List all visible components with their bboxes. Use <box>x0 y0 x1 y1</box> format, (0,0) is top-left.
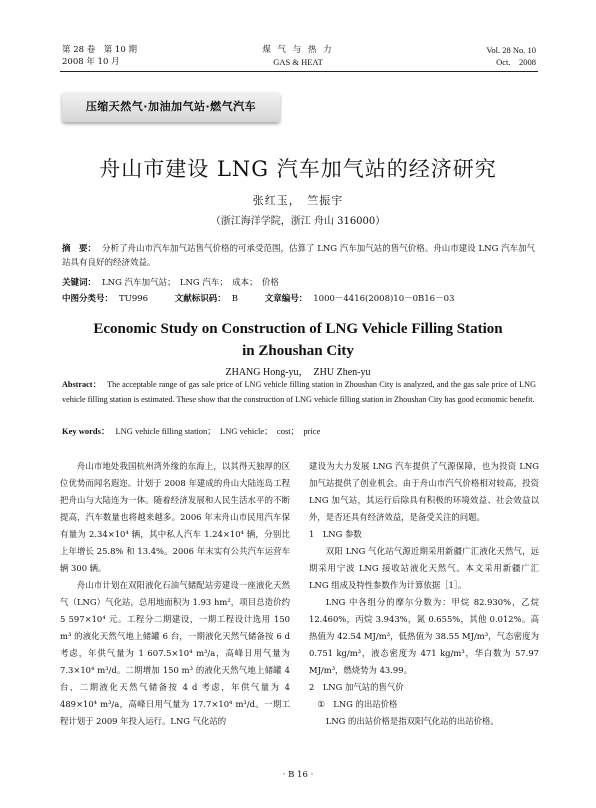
body-paragraph: 建设为大力发展 LNG 汽车提供了气源保障，也为投资 LNG 加气站提供了创业机会。由于舟山市汽气价格相对较高，投资 LNG 加气站，其运行后除具有积极的环境效益、社会效益以外，是否还具有经济效益，是备受关注的问题。 <box>309 461 539 522</box>
keywords-cn-text: LNG 汽车加气站； LNG 汽车； 成本； 价格 <box>102 278 279 288</box>
body-paragraph: 舟山市计划在双阳液化石油气储配站旁建设一座液化天然气（LNG）气化站，总用地面积为 1.93 hm²，项目总造价约 5 597×10⁴ 元。工程分二期建设，一期工程设计选用 150 m³ 的液化天然气地上储罐 6 台，一期液化天然气储备按 6 d 考虑，年供气量为 1 607.5×10⁴ m³/a，高峰日用气量为 7.3×10⁴ m³/d。二期增加 150 m³ 的液化天然气地上储罐 4 台，二期液化天然气储备按 4 d 考虑，年供气量为 4 489×10⁴ m³/a，高峰日用气量为 17.7×10⁴ m³/d。一期工程计划于 2009 年投入运行。LNG 气化站的 <box>60 580 290 726</box>
body-paragraph: 双阳 LNG 气化站气源近期采用新疆广汇液化天然气，远期采用宁波 LNG 接收站液化天然气。本文采用新疆广汇 LNG 组成及特性参数作为计算依据［1］。 <box>309 546 539 590</box>
abstract-cn-text: 分析了舟山市汽车加气站售气价格的可承受范围，估算了 LNG 汽车加气站的售气价格。舟山市建设 LNG 汽车加气站具有良好的经济效益。 <box>62 244 536 268</box>
journal-volume-info-en <box>486 44 536 68</box>
keywords-cn <box>62 276 536 290</box>
page-number: · B 16 · <box>282 770 314 780</box>
article-title-cn: 舟山市建设 LNG 汽车加气站的经济研究 <box>99 157 497 181</box>
clc-label: 中图分类号： <box>62 294 114 304</box>
volume-issue-en: Vol. 28 No. 10 <box>486 45 536 55</box>
doc-code-label: 文献标识码： <box>174 294 226 304</box>
keywords-cn-label: 关键词： <box>62 278 97 288</box>
body-paragraph: LNG 中各组分的摩尔分数为：甲烷 82.930%，乙烷 12.460%，丙烷 3.943%，氮 0.655%，其他 0.012%。高热值为 42.54 MJ/m³，低热值为 38.55 MJ/m³，气态密度为 0.751 kg/m³，液态密度为 471 kg/m³，华白数为 57.97 MJ/m³，燃烧势为 43.99。 <box>309 597 539 675</box>
issue-date-cn: 2008 年 10 月 <box>62 57 120 67</box>
classification-line <box>62 292 536 306</box>
article-title-en <box>0 318 596 362</box>
body-column-right <box>309 458 539 730</box>
body-paragraph: LNG 的出站价格是指双阳气化站的出站价格。 <box>325 716 499 726</box>
section-heading-1: 1 LNG 参数 <box>309 529 362 539</box>
authors-cn: 张红玉， 竺振宇 <box>252 194 344 207</box>
body-paragraph: 舟山市地处我国杭州湾外缘的东海上，以其得天独厚的区位优势而闻名遐迩。计划于 2008 年建成的舟山大陆连岛工程把舟山与大陆连为一体。随着经济发展和人民生活水平的不断提高，汽车数量也将越来越多。2006 年末舟山市民用汽车保有量为 2.34×10⁴ 辆，其中私人汽车 1.24×10⁴ 辆，分别比上年增长 25.8% 和 13.4%。2006 年末实有公共汽车运营车辆 300 辆。 <box>60 461 290 573</box>
journal-name-cn: 煤 气 与 热 力 <box>262 45 334 55</box>
keywords-en-label: Key words： <box>62 426 110 436</box>
abstract-cn <box>62 242 536 270</box>
doc-code: B <box>231 294 239 304</box>
article-title-en-line1: Economic Study on Construction of LNG Vehicle Filling Station <box>93 321 503 337</box>
clc-number: TU996 <box>119 294 149 304</box>
section-banner: 压缩天然气·加油加气站·燃气汽车 <box>62 92 280 122</box>
abstract-en <box>62 377 536 407</box>
authors-en: ZHANG Hong-yu， ZHU Zhen-yu <box>225 367 371 378</box>
journal-name-en: GAS & HEAT <box>273 57 323 67</box>
article-id: 1000－4416(2008)10－0B16－03 <box>313 294 455 304</box>
keywords-en-text: LNG vehicle filling station； LNG vehicle； cost； price <box>115 426 321 436</box>
volume-issue: 第 28 卷 第 10 期 <box>62 45 137 55</box>
article-id-label: 文章编号： <box>264 294 308 304</box>
issue-date-en: Oct. 2008 <box>496 57 536 67</box>
header-rule <box>60 71 538 72</box>
abstract-en-label: Abstract： <box>62 380 102 389</box>
body-column-left <box>60 458 290 730</box>
affiliation-cn: （浙江海洋学院，浙江 舟山 316000） <box>210 216 386 227</box>
abstract-cn-label: 摘 要： <box>62 244 97 254</box>
abstract-en-text: The acceptable range of gas sale price of LNG vehicle filling station in Zhoushan City is analyzed, and the gas sale price of LNG vehicle filling station is estimated. These show that the construction of LNG vehicle filling station in Zhoushan City has good economic benefit. <box>62 380 537 404</box>
section-heading-2: 2 LNG 加气站的售气价 <box>309 682 404 692</box>
keywords-en <box>62 425 536 437</box>
subsection-heading-1: ① LNG 的出站价格 <box>317 699 398 709</box>
article-title-en-line2: in Zhoushan City <box>242 343 354 359</box>
